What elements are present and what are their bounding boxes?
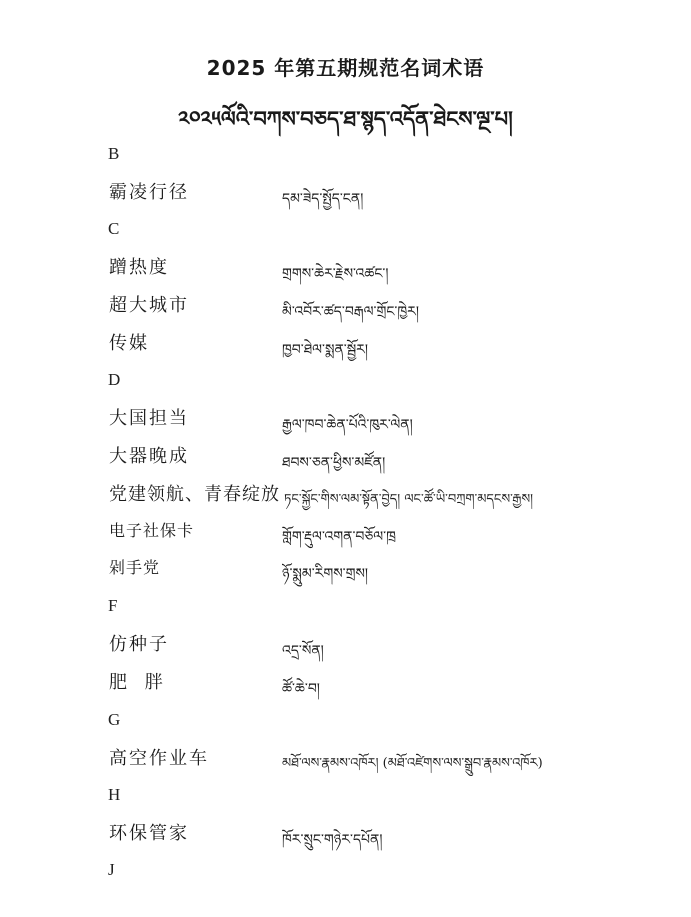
term-chinese: 肥 胖 [109,672,169,693]
term-tibetan: གྲགས་ཆེར་རྗེས་འཚང་། [282,266,389,282]
term-chinese: 环保管家 [109,823,189,844]
page-title: 2025 年第五期规范名词术语 [206,56,485,80]
term-chinese: 电子社保卡 [109,521,195,540]
term-tibetan: ཐབས་ཅན་ཕྱིས་མཛོན། [282,455,386,471]
term-tibetan: ཚོ་ཆེ་བ། [282,681,320,697]
term-chinese: 剁手党 [109,558,161,577]
term-tibetan: དམ་ཟེད་སྤྱོད་ངན། [282,191,364,207]
term-chinese: 党建领航、青春绽放 [109,484,280,505]
term-chinese: 大国担当 [109,408,189,429]
term-tibetan: ཁྱབ་ཐེལ་སྨན་སྦྱོར། [282,342,369,358]
term-tibetan: ཁོར་སྲུང་གཉེར་དཔོན། [282,832,383,848]
section-letter: J [108,860,115,879]
term-chinese: 大器晚成 [109,446,189,467]
section-letter: C [108,219,120,238]
term-tibetan: ཉོ་སྨུམ་རིགས་གྲས། [282,566,369,582]
term-chinese: 超大城市 [109,295,189,316]
term-chinese: 传媒 [109,333,149,354]
term-tibetan: མི་འབོར་ཚད་བརྒལ་གྲོང་ཁྱེར། [282,304,419,320]
section-letter: H [108,785,121,804]
term-tibetan: གློག་རྡུལ་འགན་བཅོལ་ཁྲ [282,529,396,545]
term-chinese: 霸凌行径 [109,182,189,203]
term-tibetan: རྒྱལ་ཁབ་ཆེན་པོའི་ཁུར་ལེན། [282,417,413,433]
term-tibetan: ཏང་སྐྱོང་གིས་ལམ་སྟོན་བྱེད། ལང་ཚོ་ཡི་བཀྲག་མདངས་རྒྱས། [284,492,534,507]
term-chinese: 高空作业车 [109,748,209,769]
term-chinese: 蹭热度 [109,257,169,278]
section-letter: G [108,710,121,729]
term-tibetan: འདྲ་སོན། [282,643,324,659]
section-letter: B [108,144,120,163]
term-tibetan: མཐོ་ལས་རྣམས་འཁོར། (མཐོ་འཛེགས་ལས་སྒྲུབ་རྣམས་འཁོར) [282,756,543,771]
section-letter: F [108,596,118,615]
section-letter: D [108,370,121,389]
term-chinese: 仿种子 [109,634,169,655]
page-subtitle-tibetan: ༢༠༢༥ལོའི་བཀས་བཅད་ཐ་སྙད་འདོན་ཐེངས་ལྔ་པ། [178,106,513,131]
